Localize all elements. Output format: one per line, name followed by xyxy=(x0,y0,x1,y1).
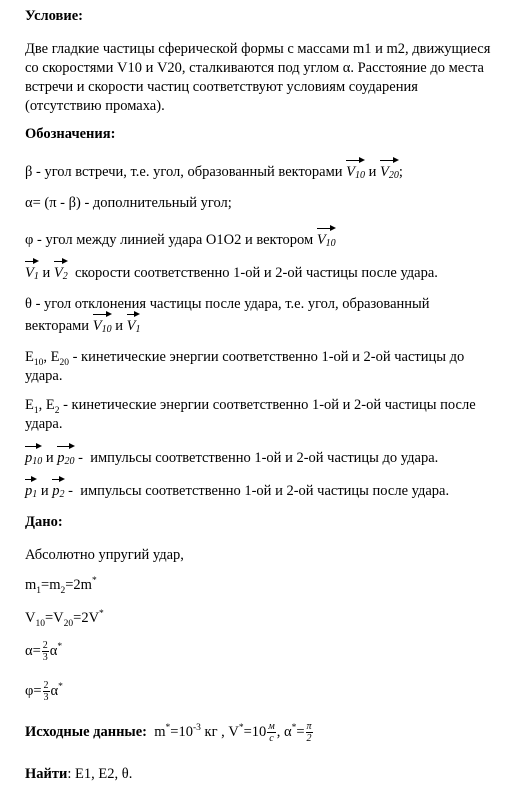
theta-vectors-text: векторами xyxy=(25,318,90,334)
vector-v2: $V_2$ xyxy=(54,257,68,280)
velocities-after-definition: $V_1$ и $V_2$ скорости соответственно 1-ой и 2-ой частицы после удара. xyxy=(25,257,517,283)
find-text: : E1, E2, θ. xyxy=(67,766,133,782)
vector-v10: $V_{10}$ xyxy=(317,224,336,247)
phi-equation: φ= $\frac{2}{3}$ α* xyxy=(25,680,63,703)
alpha-equation: α= $\frac{2}{3}$ α* xyxy=(25,640,63,663)
energy-before-definition: $E_{10}$, $E_{20}$ - кинетические энергии соответственно 1-ой и 2-ой частицы до удара. xyxy=(25,349,465,384)
notation-heading: Обозначения: xyxy=(25,126,116,142)
vector-v1: $V_1$ xyxy=(127,310,141,333)
phi-definition xyxy=(25,224,517,250)
momentum-before-definition: $p_{10}$ и $p_{20}$ - импульсы соответственно 1-ой и 2-ой частицы до удара. xyxy=(25,442,517,468)
condition-heading: Условие: xyxy=(25,8,83,24)
energy-before-text: - кинетические энергии соответственно 1-ой и 2-ой частицы до удара. xyxy=(25,349,465,384)
given-heading: Дано: xyxy=(25,514,63,530)
mass-equation: $m_1=m_2=2m^*$ xyxy=(25,576,97,596)
find-heading: Найти xyxy=(25,766,68,782)
velocities-after-text: скорости соответственно 1-ой и 2-ой частицы после удара. xyxy=(74,265,438,281)
beta-text: β - угол встречи, т.е. угол, образованный векторами xyxy=(25,164,343,180)
vector-v20: $V_{20}$ xyxy=(380,156,399,179)
vector-v10: $V_{10}$ xyxy=(93,310,112,333)
vector-v10: $V_{10}$ xyxy=(346,156,365,179)
beta-definition: β - угол встречи, т.е. угол, образованный векторами $V_{10}$ и $V_{20}$; xyxy=(25,156,517,182)
given-impact: Абсолютно упругий удар, xyxy=(25,547,184,563)
vector-p20: $p_{20}$ xyxy=(57,442,74,465)
energy-after-text: - кинетические энергии соответственно 1-ой и 2-ой частицы после удара. xyxy=(25,397,476,432)
alpha-definition: α= (π - β) - дополнительный угол; xyxy=(25,195,232,211)
find-line xyxy=(25,764,517,784)
velocity-equation: $V_{10}=V_{20}=2V^*$ xyxy=(25,609,104,629)
theta-vectors: векторами $V_{10}$ и $V_1$ xyxy=(25,310,517,336)
fraction: $\frac{\pi}{2}$ xyxy=(306,721,312,744)
fraction: $\frac{2}{3}$ xyxy=(42,640,48,663)
initial-data: Исходные данные: $m^*=10^{-3}$ кг , V*=10 $\frac{м}{с}$ , α*= $\frac{\pi}{2}$ xyxy=(25,721,312,744)
phi-text: φ - угол между линией удара O1O2 и вектором xyxy=(25,232,314,248)
theta-definition: θ - угол отклонения частицы после удара, т.е. угол, образованный xyxy=(25,296,430,312)
momentum-after-definition: $p_1$ и $p_2$ - импульсы соответственно 1-ой и 2-ой частицы после удара. xyxy=(25,475,517,501)
fraction: $\frac{м}{с}$ xyxy=(268,721,275,744)
momentum-after-text: импульсы соответственно 1-ой и 2-ой частицы после удара. xyxy=(80,483,450,499)
fraction: $\frac{2}{3}$ xyxy=(43,680,49,703)
initial-data-heading: Исходные данные: xyxy=(25,723,148,740)
energy-after-definition: $E_1$, $E_2$ - кинетические энергии соответственно 1-ой и 2-ой частицы после удара. xyxy=(25,397,476,432)
vector-p10: $p_{10}$ xyxy=(25,442,42,465)
vector-p2: $p_2$ xyxy=(52,475,64,498)
condition-text: Две гладкие частицы сферической формы с массами m1 и m2, движущиеся со скоростями V10 и V20, сталкиваются под углом α. Расстояние до места встречи и скорости частиц соответствуют условиям соударения (отсутствию промаха). xyxy=(25,41,491,114)
momentum-before-text: импульсы соответственно 1-ой и 2-ой частицы до удара. xyxy=(90,450,439,466)
vector-v1: $V_1$ xyxy=(25,257,39,280)
vector-p1: $p_1$ xyxy=(25,475,37,498)
